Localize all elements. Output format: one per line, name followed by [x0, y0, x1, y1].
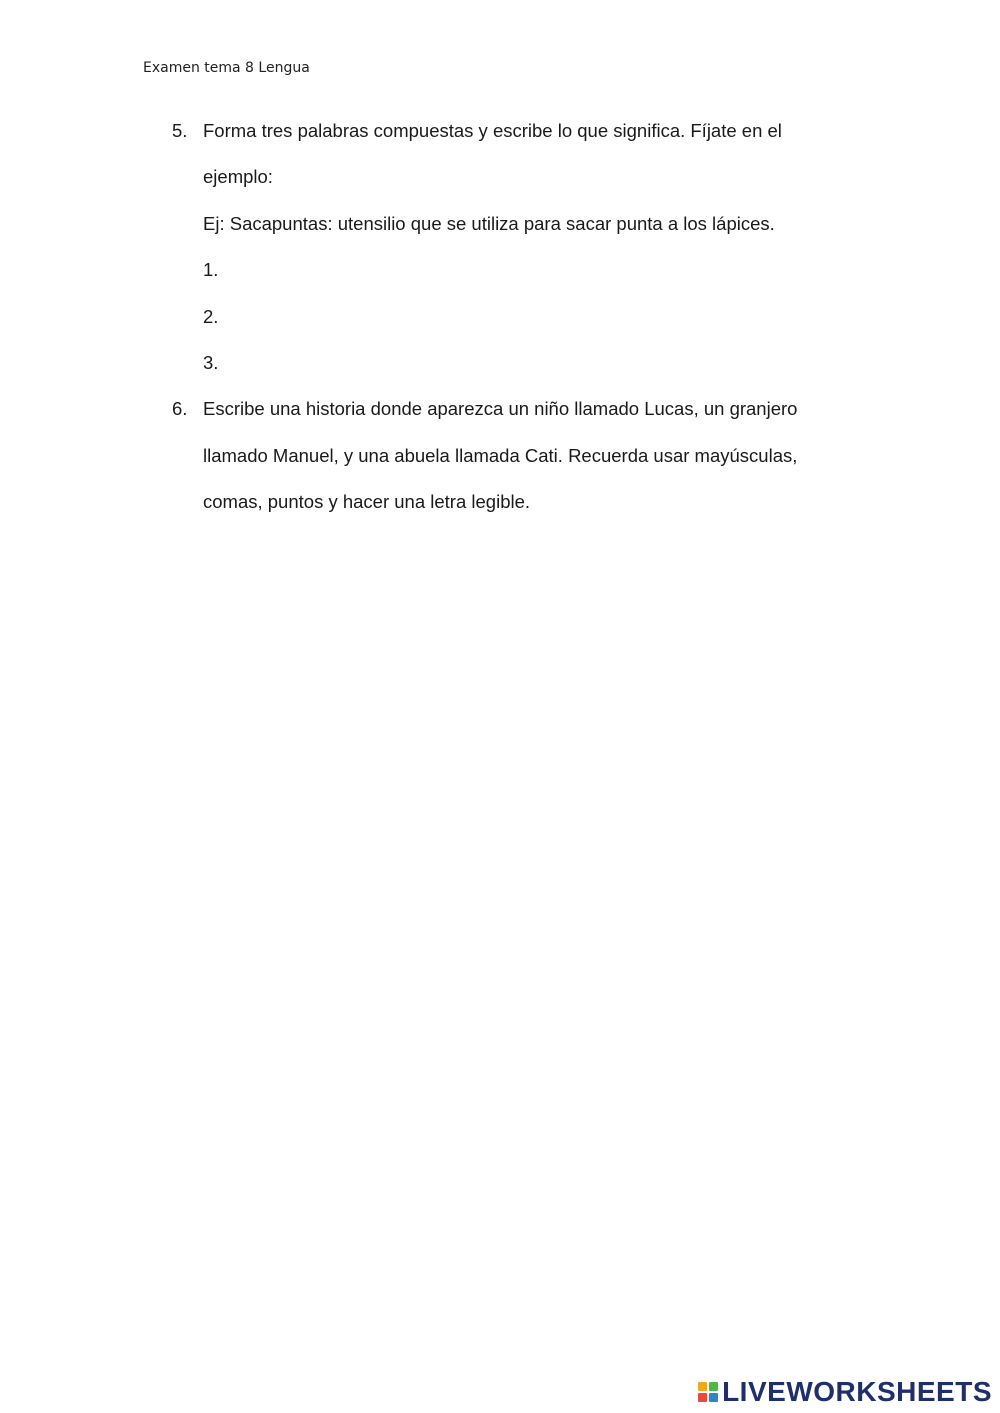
answer-number-3: 3. — [203, 351, 219, 373]
question-5-text-continued: ejemplo: — [203, 166, 273, 188]
logo-squares-icon — [698, 1382, 718, 1402]
answer-line-3 — [172, 345, 872, 391]
logo-square — [709, 1393, 718, 1402]
exam-questions — [172, 113, 872, 531]
question-6-text-end: comas, puntos y hacer una letra legible. — [203, 491, 531, 513]
question-6-line-2 — [172, 438, 872, 484]
question-5-example — [172, 206, 872, 252]
logo-square — [709, 1382, 718, 1391]
answer-number-1: 1. — [203, 259, 219, 281]
page-header-title: Examen tema 8 Lengua — [143, 60, 310, 76]
question-6-text: Escribe una historia donde aparezca un niño llamado Lucas, un granjero — [203, 398, 798, 420]
answer-line-1 — [172, 252, 872, 298]
example-text: Ej: Sacapuntas: utensilio que se utiliza para sacar punta a los lápices. — [203, 212, 775, 234]
question-5-line-2 — [172, 159, 872, 205]
question-6-line-3 — [172, 484, 872, 530]
question-5-text: Forma tres palabras compuestas y escribe lo que significa. Fíjate en el — [203, 120, 782, 141]
question-6-line-1 — [172, 391, 872, 437]
logo-square — [698, 1382, 707, 1391]
logo-brand-text: LIVEWORKSHEETS — [722, 1376, 992, 1407]
liveworksheets-logo — [698, 1377, 992, 1407]
question-5-number: 5. — [172, 120, 188, 141]
logo-square — [698, 1393, 707, 1402]
question-6-number: 6. — [172, 398, 188, 420]
question-6-text-continued: llamado Manuel, y una abuela llamada Cati. Recuerda usar mayúsculas, — [203, 444, 798, 466]
answer-number-2: 2. — [203, 305, 219, 327]
answer-line-2 — [172, 299, 872, 345]
question-5-line-1 — [172, 113, 872, 159]
